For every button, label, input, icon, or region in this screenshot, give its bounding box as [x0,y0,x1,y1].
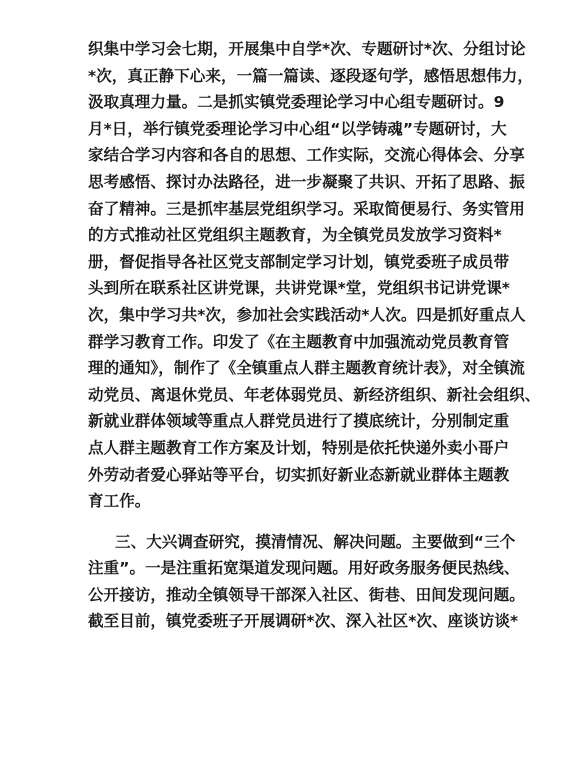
text-line: 动党员、离退休党员、年老体弱党员、新经济组织、新社会组织、 [88,385,541,404]
text-line: 外劳动者爱心驿站等平台，切实抓好新业态新就业群体主题教 [88,465,510,484]
text-line: 次，集中学习共*次，参加社会实践活动*人次。四是抓好重点人 [88,305,526,324]
text-line: 奋了精神。三是抓牢基层党组织学习。采取简便易行、务实管用 [88,199,525,218]
text-line: 截至目前，镇党委班子开展调研*次、深入社区*次、座谈访谈* [88,612,519,631]
text-line: *次，真正静下心来，一篇一篇读、逐段逐句学，感悟思想伟力， [88,66,534,85]
text-line: 思考感悟、探讨办法路径，进一步凝聚了共识、开拓了思路、振 [88,172,525,191]
text-line: 注重”。一是注重拓宽渠道发现问题。用好政务服务便民热线、 [88,559,520,578]
text-line: 理的通知》，制作了《全镇重点人群主题教育统计表》，对全镇流 [88,359,525,378]
text-line: 群学习教育工作。印发了《在主题教育中加强流动党员教育管 [88,332,510,351]
text-line: 汲取真理力量。二是抓实镇党委理论学习中心组专题研讨。9 [88,93,505,112]
text-line: 的方式推动社区党组织主题教育，为全镇党员发放学习资料* [88,226,502,245]
paragraph-study-measures [88,36,541,515]
text-line: 公开接访，推动全镇领导干部深入社区、街巷、田间发现问题。 [88,585,525,604]
text-line: 点人群主题教育工作方案及计划，特别是依托快递外卖小哥户 [88,438,510,457]
text-line: 家结合学习内容和各自的思想、工作实际，交流心得体会、分享 [88,146,525,165]
text-line: 月*日，举行镇党委理论学习中心组“以学铸魂”专题研讨，大 [88,119,507,138]
text-line: 新就业群体领域等重点人群党员进行了摸底统计，分别制定重 [88,412,510,431]
text-line: 册，督促指导各社区党支部制定学习计划，镇党委班子成员带 [88,252,510,271]
text-line: 育工作。 [88,492,151,511]
paragraph-research-section [88,529,525,635]
document-page [88,36,541,635]
paragraph-gap [88,515,504,529]
section-heading-line: 三、大兴调查研究，摸清情况、解决问题。主要做到“三个 [115,532,516,551]
text-line: 头到所在联系社区讲党课，共讲党课*堂，党组织书记讲党课* [88,279,511,298]
text-line: 织集中学习会七期，开展集中自学*次、专题研讨*次、分组讨论 [88,40,526,58]
